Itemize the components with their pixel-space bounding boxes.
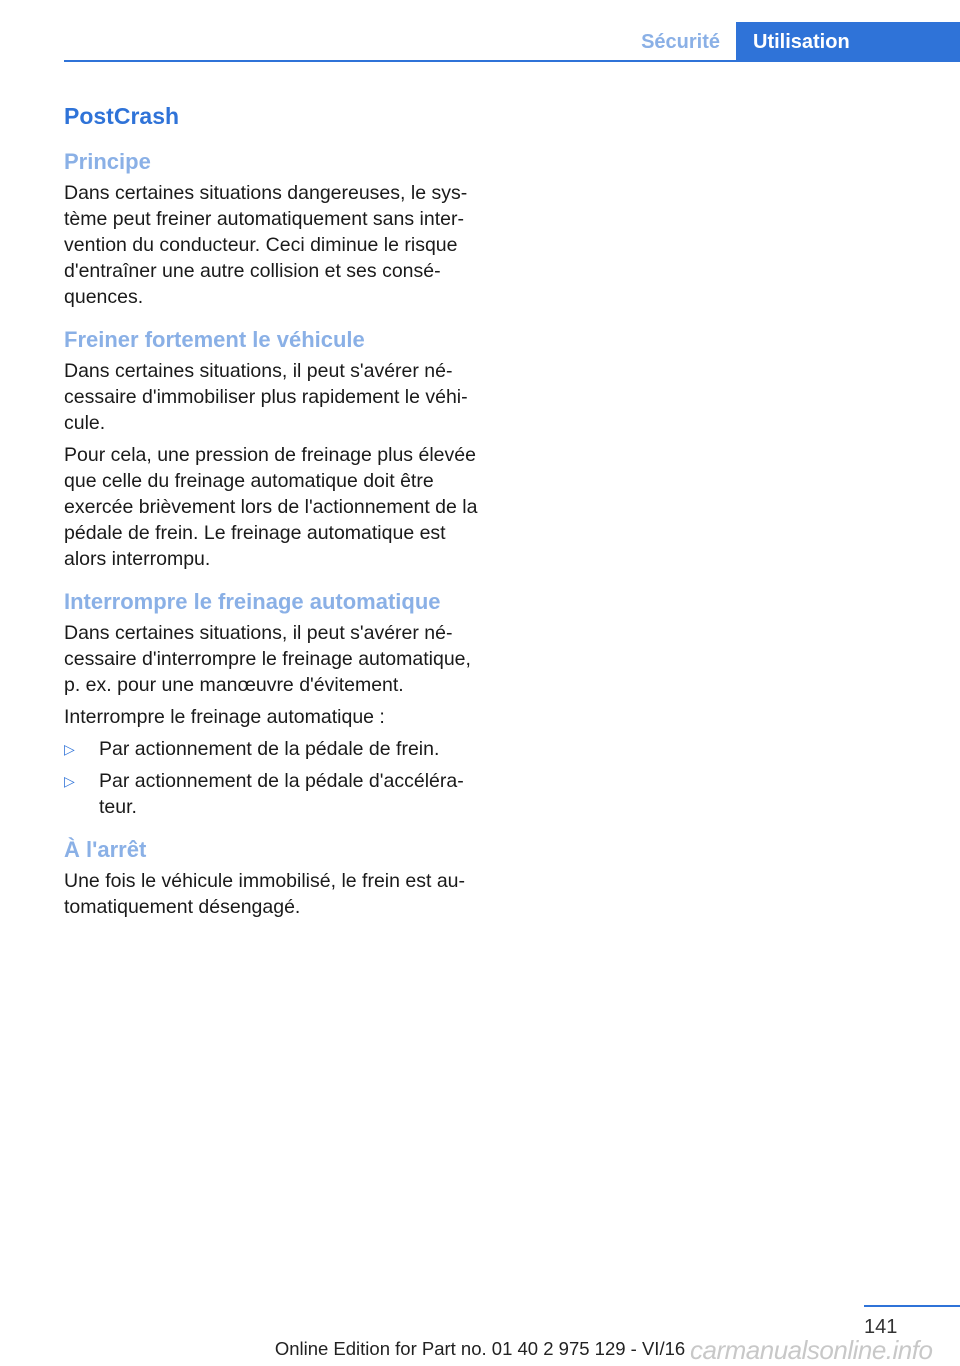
triangle-bullet-icon: ▷ bbox=[64, 773, 75, 789]
edition-line: Online Edition for Part no. 01 40 2 975 129 - VI/16 bbox=[274, 1338, 686, 1359]
tab-securite[interactable]: Sécurité bbox=[641, 31, 720, 53]
section-principe bbox=[64, 144, 484, 310]
list-item-text: Par actionnement de la pédale de frein. bbox=[99, 738, 440, 760]
bullet-list bbox=[64, 736, 484, 820]
list-item bbox=[64, 736, 484, 762]
section-heading: À l'arrêt bbox=[64, 837, 147, 862]
paragraph: Dans certaines situations, il peut s'avérer nécessaire d'immobiliser plus rapidement le véhicule. bbox=[64, 360, 468, 434]
page-number: 141 bbox=[864, 1316, 898, 1338]
section-heading: Interrompre le freinage automatique bbox=[64, 589, 441, 614]
section-heading: Freiner fortement le véhicule bbox=[64, 327, 365, 352]
section-heading: Principe bbox=[64, 149, 151, 174]
list-item bbox=[64, 768, 484, 820]
page-title: PostCrash bbox=[64, 103, 180, 129]
footer-rule bbox=[864, 1305, 960, 1307]
paragraph: Une fois le véhicule immobilisé, le frein est automatiquement désengagé. bbox=[64, 870, 466, 918]
list-item-text: Par actionnement de la pédale d'accélérateur. bbox=[99, 770, 464, 818]
paragraph: Dans certaines situations, il peut s'avérer nécessaire d'interrompre le freinage automatique, p. ex. pour une manœuvre d'évitement. bbox=[64, 622, 471, 696]
triangle-bullet-icon: ▷ bbox=[64, 741, 75, 757]
paragraph: Dans certaines situations dangereuses, le système peut freiner automatiquement sans intervention du conducteur. Ceci diminue le risque d'entraîner une autre collision et ses conséquences. bbox=[64, 182, 468, 308]
section-arret bbox=[64, 832, 484, 920]
paragraph: Interrompre le freinage automatique : bbox=[64, 706, 385, 728]
paragraph: Pour cela, une pression de freinage plus élevée que celle du freinage automatique doit être exercée brièvement lors de l'actionnement de la pédale de frein. Le freinage automatique est alors interrompu. bbox=[64, 444, 478, 570]
main-content bbox=[64, 96, 484, 920]
tab-utilisation[interactable]: Utilisation bbox=[736, 22, 960, 62]
watermark: carmanualsonline.info bbox=[690, 1335, 933, 1365]
section-freiner bbox=[64, 322, 484, 572]
section-interrompre bbox=[64, 584, 484, 820]
